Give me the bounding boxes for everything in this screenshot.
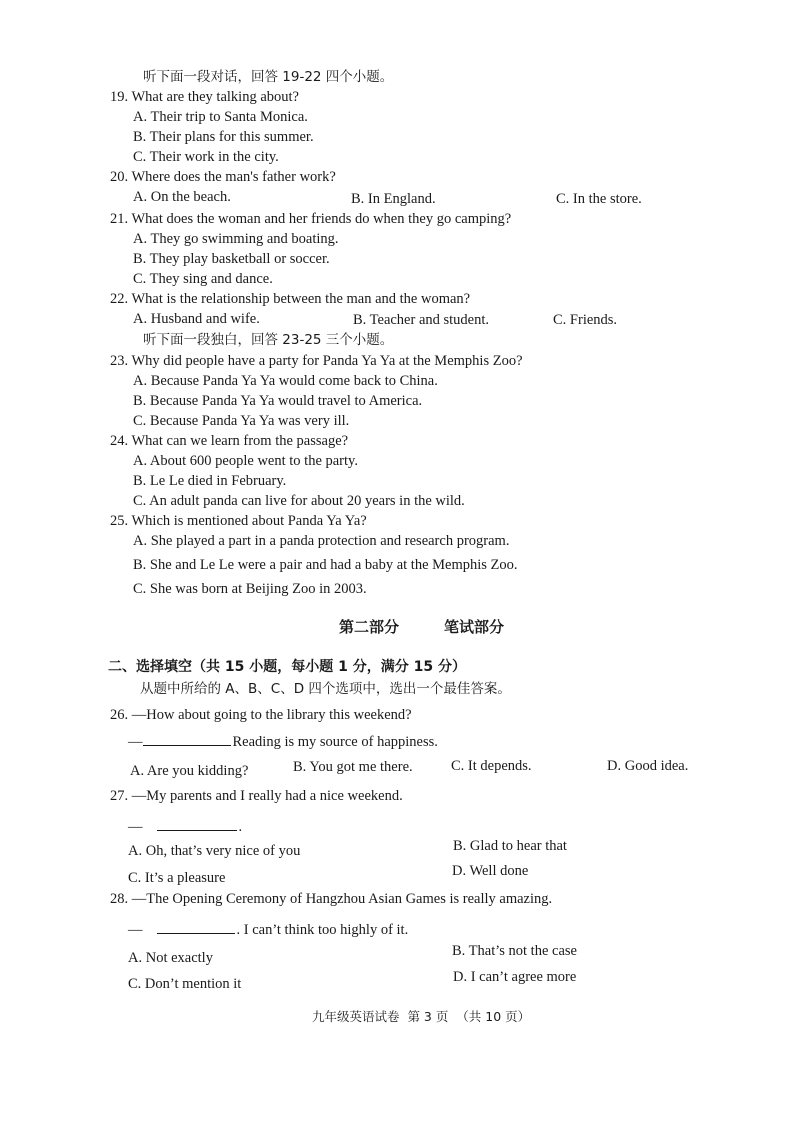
question-22: 22. What is the relationship between the man and the woman? (110, 291, 471, 307)
response-26 (128, 732, 438, 751)
response-28-text: . I can’t think too highly of it. (236, 922, 409, 938)
question-28: 28. —The Opening Ceremony of Hangzhou Asian Games is really amazing. (110, 891, 553, 907)
question-19: 19. What are they talking about? (110, 89, 299, 105)
option-28-c: C. Don’t mention it (128, 976, 242, 992)
option-28-b: B. That’s not the case (452, 943, 577, 959)
answer-blank-27[interactable] (157, 817, 237, 831)
question-26: 26. —How about going to the library this weekend? (110, 707, 412, 723)
option-26-a: A. Are you kidding? (130, 763, 249, 779)
option-25-c: C. She was born at Beijing Zoo in 2003. (133, 581, 367, 597)
option-19-c: C. Their work in the city. (133, 149, 279, 165)
question-23: 23. Why did people have a party for Panda Ya Ya at the Memphis Zoo? (110, 353, 523, 369)
option-28-d: D. I can’t agree more (453, 969, 577, 985)
answer-blank-28[interactable] (157, 920, 235, 934)
option-22-c: C. Friends. (553, 312, 618, 328)
option-26-d: D. Good idea. (607, 758, 689, 774)
response-27-text: . (238, 819, 243, 835)
response-26-dash: — (128, 734, 143, 750)
option-23-b: B. Because Panda Ya Ya would travel to America. (133, 393, 423, 409)
option-26-b: B. You got me there. (293, 759, 413, 775)
option-19-a: A. Their trip to Santa Monica. (133, 109, 308, 125)
section-instruction: 从题中所给的 A、B、C、D 四个选项中，选出一个最佳答案。 (140, 681, 511, 697)
option-27-d: D. Well done (452, 863, 529, 879)
section-title: 二、选择填空（共 15 小题，每小题 1 分，满分 15 分） (108, 659, 466, 675)
option-28-a: A. Not exactly (128, 950, 213, 966)
option-21-b: B. They play basketball or soccer. (133, 251, 330, 267)
question-21: 21. What does the woman and her friends do when they go camping? (110, 211, 512, 227)
option-24-a: A. About 600 people went to the party. (133, 453, 358, 469)
option-27-c: C. It’s a pleasure (128, 870, 226, 886)
response-27-dash: — (128, 819, 143, 835)
answer-blank-26[interactable] (143, 732, 231, 746)
option-23-a: A. Because Panda Ya Ya would come back to China. (133, 373, 438, 389)
option-25-b: B. She and Le Le were a pair and had a baby at the Memphis Zoo. (133, 557, 518, 573)
option-20-c: C. In the store. (556, 191, 642, 207)
option-22-b: B. Teacher and student. (353, 312, 490, 328)
option-24-b: B. Le Le died in February. (133, 473, 287, 489)
option-26-c: C. It depends. (451, 758, 532, 774)
page-footer: 九年级英语试卷 第 3 页 （共 10 页） (312, 1009, 531, 1024)
response-27 (128, 817, 242, 836)
monologue-instruction: 听下面一段独白，回答 23-25 三个小题。 (143, 332, 394, 348)
question-20: 20. Where does the man's father work? (110, 169, 336, 185)
response-26-text: Reading is my source of happiness. (232, 734, 438, 750)
question-25: 25. Which is mentioned about Panda Ya Ya? (110, 513, 367, 529)
option-21-c: C. They sing and dance. (133, 271, 273, 287)
option-19-b: B. Their plans for this summer. (133, 129, 314, 145)
dialogue-instruction: 听下面一段对话，回答 19-22 四个小题。 (143, 69, 394, 85)
response-28 (128, 920, 408, 939)
part-heading-right: 笔试部分 (444, 618, 505, 636)
question-27: 27. —My parents and I really had a nice weekend. (110, 788, 403, 804)
option-27-b: B. Glad to hear that (453, 838, 567, 854)
option-27-a: A. Oh, that’s very nice of you (128, 843, 301, 859)
option-22-a: A. Husband and wife. (133, 311, 260, 327)
part-heading-left: 第二部分 (339, 618, 400, 636)
option-20-a: A. On the beach. (133, 189, 231, 205)
question-24: 24. What can we learn from the passage? (110, 433, 349, 449)
option-21-a: A. They go swimming and boating. (133, 231, 339, 247)
response-28-dash: — (128, 922, 143, 938)
option-20-b: B. In England. (351, 191, 436, 207)
option-23-c: C. Because Panda Ya Ya was very ill. (133, 413, 350, 429)
option-25-a: A. She played a part in a panda protection and research program. (133, 533, 510, 549)
option-24-c: C. An adult panda can live for about 20 years in the wild. (133, 493, 465, 509)
